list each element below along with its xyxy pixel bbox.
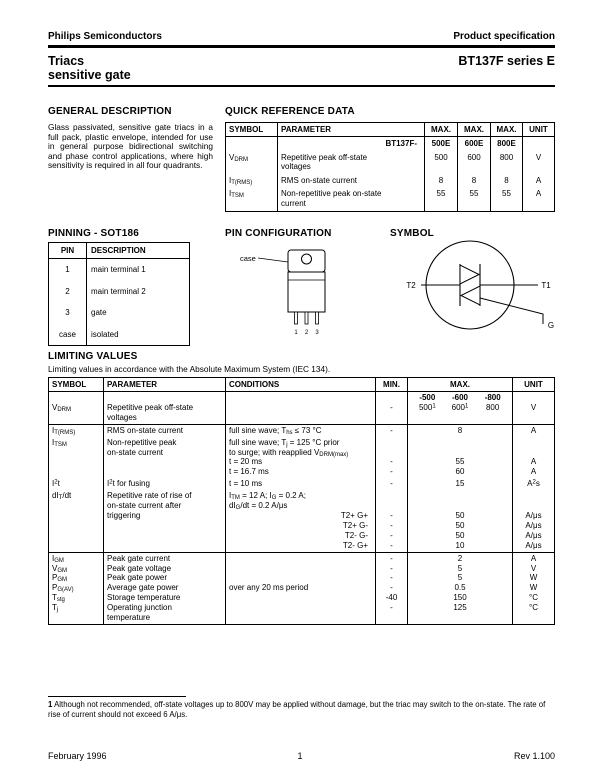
- title-block: [48, 54, 131, 82]
- cell-conditions: [226, 553, 376, 624]
- mounting-hole: [302, 254, 312, 264]
- cell-max: [408, 437, 513, 479]
- table-line: over any 20 ms period: [229, 583, 309, 593]
- pinning-table: [48, 242, 190, 346]
- cell-parameter: [104, 490, 226, 551]
- lv-row: [49, 553, 554, 624]
- col-header-unit: UNIT: [529, 125, 548, 134]
- cell-pin: [49, 259, 87, 281]
- table-line: Peak gate power: [107, 573, 168, 583]
- table-line: A/μs: [525, 540, 542, 550]
- cell-m1: [425, 151, 458, 174]
- table-line: 1: [65, 265, 70, 274]
- lv-row: [49, 425, 554, 437]
- table-line: 125: [453, 603, 467, 613]
- table-line: on-state current after: [107, 501, 182, 511]
- table-line: 600E: [464, 139, 484, 148]
- symbol-heading: SYMBOL: [390, 228, 434, 239]
- col-header-pin: PIN: [49, 243, 87, 258]
- cell-parameter: [104, 425, 226, 437]
- table-line: T2- G-: [344, 530, 368, 540]
- table-line: [411, 491, 509, 501]
- table-line: -: [390, 520, 393, 530]
- cell-description: [87, 324, 189, 346]
- table-line: 2: [457, 553, 463, 563]
- general-description-heading: GENERAL DESCRIPTION: [48, 106, 172, 117]
- cell-max: [408, 392, 513, 424]
- cell-parameter: [278, 137, 425, 151]
- table-line: °C: [529, 603, 538, 613]
- cell-m3: [491, 174, 523, 188]
- table-line: 500E: [431, 139, 451, 148]
- table-line: 800E: [497, 139, 516, 148]
- title-rule: [48, 85, 555, 87]
- cell-min: [376, 478, 408, 490]
- qrd-row: [226, 187, 554, 210]
- table-line: Repetitive peak off-state: [281, 152, 368, 162]
- header-spec-type: Product specification: [453, 31, 555, 42]
- table-line: on-state current: [107, 447, 164, 457]
- cell-symbol: [49, 490, 104, 551]
- table-line: 15: [455, 479, 465, 489]
- table-line: voltages: [107, 412, 137, 422]
- table-line: Repetitive rate of rise of: [107, 491, 192, 501]
- cell-m1: [425, 187, 458, 210]
- qrd-row: [226, 137, 554, 151]
- table-line: Storage temperature: [107, 593, 181, 603]
- table-line: -: [390, 479, 393, 489]
- cell-symbol: [49, 478, 104, 490]
- table-line: 50: [455, 520, 465, 530]
- table-line: V: [530, 563, 537, 573]
- cell-unit: [523, 151, 554, 174]
- gate-lead: [480, 298, 543, 324]
- table-line: T2+ G+: [340, 510, 368, 520]
- table-line: T2- G+: [342, 540, 368, 550]
- table-line: 8: [471, 175, 477, 185]
- table-line: temperature: [107, 613, 151, 623]
- pinning-body: [49, 259, 189, 345]
- table-line: [52, 393, 100, 403]
- table-line: [516, 448, 551, 458]
- cell-m2: [458, 151, 491, 174]
- cell-pin: [49, 324, 87, 346]
- col-header-parameter: PARAMETER: [278, 123, 425, 136]
- table-line: -: [390, 573, 393, 583]
- table-line: t = 20 ms: [229, 457, 263, 467]
- table-line: A/μs: [525, 520, 542, 530]
- table-line: [411, 448, 509, 458]
- table-line: to surge; with reapplied $V_{DRM(max)}$: [229, 447, 349, 458]
- cell-description: [87, 302, 189, 324]
- table-line: [411, 501, 509, 511]
- table-line: isolated: [91, 329, 119, 339]
- cell-m3: [491, 187, 523, 210]
- table-line: [229, 554, 372, 564]
- limiting-values-heading: LIMITING VALUES: [48, 351, 138, 362]
- col-header-parameter: PARAMETER: [104, 378, 226, 391]
- cell-parameter: [278, 174, 425, 188]
- cell-symbol: [226, 137, 278, 151]
- qrd-row: [226, 151, 554, 174]
- cell-pin: [49, 302, 87, 324]
- table-line: Peak gate voltage: [107, 563, 172, 573]
- table-line: $V_{DRM}$: [52, 402, 72, 413]
- cell-m1: [425, 174, 458, 188]
- table-line: 3: [65, 308, 70, 318]
- t1-label: T1: [541, 281, 551, 290]
- qrd-body: [226, 137, 554, 211]
- lv-row: [49, 392, 554, 424]
- table-line: 55: [502, 189, 511, 199]
- cell-symbol: [49, 437, 104, 479]
- pinning-row: [49, 302, 189, 324]
- table-line: $P_{G(AV)}$: [52, 583, 74, 594]
- col-header-conditions: CONDITIONS: [226, 378, 376, 391]
- upper-triangle: [460, 265, 479, 284]
- col-header-m3: MAX.: [491, 123, 523, 136]
- table-line: -: [390, 457, 393, 467]
- table-line: Non-repetitive peak on-state: [281, 189, 382, 199]
- cell-parameter: [104, 553, 226, 624]
- cell-m3: [491, 151, 523, 174]
- table-line: 500: [434, 152, 448, 162]
- table-line: 150: [453, 593, 467, 603]
- table-line: -: [390, 425, 393, 435]
- lv-row: [49, 478, 554, 490]
- cell-min: [376, 553, 408, 624]
- cell-unit: [513, 490, 554, 551]
- table-line: $I_{TSM}$: [52, 437, 67, 448]
- cell-unit: [523, 187, 554, 210]
- table-line: [526, 139, 551, 149]
- cell-symbol: [226, 151, 278, 174]
- table-line: [107, 393, 222, 403]
- cell-max: [408, 425, 513, 437]
- table-line: voltages: [281, 162, 311, 172]
- table-line: [516, 501, 551, 511]
- table-line: 10: [455, 540, 465, 550]
- table-line: -: [390, 563, 393, 573]
- footnote-text: Although not recommended, off-state voltages up to 800V may be applied without damage, but the triac may switch to the on-state. The rate of rise of current should not exceed 6 A/μs.: [48, 700, 546, 719]
- case-label: case: [240, 254, 256, 263]
- table-line: $dI_T/dt$: [52, 491, 72, 502]
- lv-group: [49, 553, 554, 624]
- cell-parameter: [104, 437, 226, 479]
- table-line: RMS on-state current: [107, 425, 184, 435]
- table-line: [379, 501, 404, 511]
- cell-m2: [458, 187, 491, 210]
- pin-number-1: 1: [294, 330, 298, 336]
- table-line: 8: [457, 425, 463, 435]
- col-header-max: MAX.: [408, 378, 513, 391]
- table-line: Repetitive peak off-state: [107, 402, 194, 412]
- table-line: $I^2t$: [52, 479, 60, 489]
- table-line: W: [529, 583, 538, 593]
- case-pointer-line: [258, 258, 288, 262]
- table-line: $500^1$ $600^1$ 800: [418, 402, 500, 412]
- triac-symbol-drawing: [393, 238, 558, 338]
- quick-reference-heading: QUICK REFERENCE DATA: [225, 106, 355, 117]
- cell-unit: [523, 174, 554, 188]
- table-line: 55: [469, 189, 479, 199]
- table-header-row: [49, 243, 189, 259]
- pin-lead-1: [295, 312, 298, 324]
- cell-parameter: [278, 151, 425, 174]
- pin-number-3: 3: [315, 330, 319, 336]
- table-line: $I_{TM} = 12$ A; $I_G = 0.2$ A;: [229, 491, 306, 502]
- cell-conditions: [226, 437, 376, 479]
- table-line: Non-repetitive peak: [107, 437, 177, 447]
- footnote: [48, 700, 555, 719]
- cell-conditions: [226, 478, 376, 490]
- limiting-values-table: [48, 377, 555, 625]
- table-line: A: [535, 175, 542, 185]
- cell-unit: [513, 392, 554, 424]
- table-line: A: [530, 553, 537, 563]
- footer-revision: Rev 1.100: [513, 751, 555, 761]
- footer-page-number: 1: [297, 751, 303, 761]
- table-line: 5: [457, 563, 463, 573]
- table-line: -: [390, 402, 393, 412]
- part-number: BT137F series E: [458, 54, 555, 68]
- pinning-heading: PINNING - SOT186: [48, 228, 139, 239]
- pin-number-2: 2: [304, 330, 309, 336]
- cell-parameter: [104, 478, 226, 490]
- table-line: A: [530, 457, 537, 467]
- table-line: 50: [455, 530, 465, 540]
- cell-pin: [49, 281, 87, 303]
- table-line: V: [530, 402, 537, 412]
- table-line: $I_{T(RMS)}$: [52, 425, 76, 436]
- table-line: A: [530, 467, 537, 477]
- header-rule: [48, 45, 555, 48]
- table-line: $I_{T(RMS)}$: [229, 175, 253, 186]
- col-header-m1: MAX.: [425, 123, 458, 136]
- qrd-row: [226, 174, 554, 188]
- footnote-marker: 1: [48, 700, 53, 709]
- pinning-row: [49, 259, 189, 281]
- table-line: $V_{GM}$: [52, 563, 68, 574]
- lv-row: [49, 490, 554, 551]
- pinning-row: [49, 281, 189, 303]
- table-line: t = 10 ms: [229, 479, 263, 489]
- cell-m3: [491, 137, 523, 151]
- table-line: -: [390, 510, 393, 520]
- table-line: [379, 491, 404, 501]
- table-line: full sine wave; $T_j = 125$ °C prior: [229, 437, 340, 448]
- table-line: 5: [457, 573, 463, 583]
- cell-max: [408, 553, 513, 624]
- table-line: triggering: [107, 510, 141, 520]
- table-line: V: [535, 152, 542, 162]
- table-line: $I_{GM}$: [52, 553, 64, 564]
- table-line: 60: [455, 467, 465, 477]
- col-header-description: DESCRIPTION: [91, 246, 146, 255]
- table-line: case: [59, 329, 76, 339]
- table-line: [516, 438, 551, 448]
- pin-lead-2: [305, 312, 308, 324]
- table-line: 600: [467, 152, 481, 162]
- table-line: [379, 393, 404, 403]
- table-line: A/μs: [525, 510, 542, 520]
- cell-conditions: [226, 392, 376, 424]
- table-line: Average gate power: [107, 583, 179, 593]
- cell-min: [376, 490, 408, 551]
- cell-description: [87, 281, 189, 303]
- table-line: -500 -600 -800: [419, 393, 501, 402]
- g-label: G: [547, 321, 555, 330]
- cell-symbol: [226, 174, 278, 188]
- cell-min: [376, 425, 408, 437]
- table-line: °C: [529, 593, 538, 603]
- table-line: t = 16.7 ms: [229, 467, 269, 477]
- footnote-rule: [48, 696, 186, 697]
- cell-min: [376, 392, 408, 424]
- quick-reference-table: [225, 122, 555, 212]
- lower-triangle: [461, 286, 480, 305]
- table-line: $dI_G/dt = 0.2$ A/μs: [229, 501, 288, 512]
- table-line: RMS on-state current: [281, 175, 358, 185]
- lv-row: [49, 437, 554, 479]
- table-line: $A^2s$: [527, 479, 540, 489]
- pin-configuration-heading: PIN CONFIGURATION: [225, 228, 332, 239]
- cell-max: [408, 490, 513, 551]
- col-header-symbol: SYMBOL: [49, 378, 104, 391]
- cell-unit: [513, 553, 554, 624]
- cell-max: [408, 478, 513, 490]
- cell-conditions: [226, 490, 376, 551]
- footer-date: February 1996: [48, 751, 107, 761]
- table-line: -: [390, 553, 393, 563]
- table-line: A: [530, 425, 537, 435]
- cell-unit: [513, 437, 554, 479]
- table-line: [379, 438, 404, 448]
- table-line: [229, 573, 372, 583]
- cell-min: [376, 437, 408, 479]
- table-line: $V_{DRM}$: [229, 152, 249, 163]
- table-line: [516, 393, 551, 403]
- cell-symbol: [49, 553, 104, 624]
- table-line: 800: [499, 152, 514, 162]
- cell-m2: [458, 137, 491, 151]
- table-line: 0.5: [454, 583, 466, 593]
- table-line: 2: [65, 286, 70, 296]
- pin-lead-3: [316, 312, 319, 324]
- cell-parameter: [278, 187, 425, 210]
- table-line: $T_j$: [52, 603, 59, 614]
- table-line: $T_{stg}$: [52, 593, 65, 604]
- cell-m1: [425, 137, 458, 151]
- table-line: -: [390, 540, 393, 550]
- general-description-body: Glass passivated, sensitive gate triacs in a full pack, plastic envelope, intended for use in general purpose bidirectional switching and phase control applications, where high sensitivity is required in all four quadrants.: [48, 122, 213, 171]
- col-header-min: MIN.: [376, 378, 408, 391]
- table-line: Peak gate current: [107, 553, 171, 563]
- col-header-symbol: SYMBOL: [226, 123, 278, 136]
- table-line: [411, 438, 509, 448]
- table-line: 8: [438, 175, 444, 185]
- table-line: $I^2t$ for fusing: [107, 479, 150, 489]
- table-line: -: [390, 583, 393, 593]
- cell-unit: [513, 478, 554, 490]
- header-company: Philips Semiconductors: [48, 31, 162, 42]
- table-line: 50: [455, 510, 465, 520]
- table-line: A: [535, 189, 542, 199]
- table-line: full sine wave; $T_{hs} \le 73$ °C: [229, 425, 322, 436]
- table-line: BT137F-: [385, 139, 417, 148]
- cell-symbol: [49, 425, 104, 437]
- table-line: $P_{GM}$: [52, 573, 68, 584]
- table-line: W: [529, 573, 538, 583]
- pinning-row: [49, 324, 189, 346]
- table-line: $I_{TSM}$: [229, 189, 244, 200]
- cell-conditions: [226, 425, 376, 437]
- table-line: 55: [436, 189, 446, 199]
- table-line: [516, 491, 551, 501]
- col-header-unit: UNIT: [524, 380, 543, 389]
- table-header-row: [226, 123, 554, 137]
- table-line: -: [390, 603, 393, 613]
- cell-m2: [458, 174, 491, 188]
- limiting-values-intro: Limiting values in accordance with the Absolute Maximum System (IEC 134).: [48, 364, 331, 374]
- table-line: T2+ G-: [342, 520, 368, 530]
- table-line: -40: [385, 593, 398, 603]
- table-line: 8: [504, 175, 509, 185]
- table-line: current: [281, 198, 306, 208]
- lv-group: [49, 425, 554, 553]
- cell-symbol: [49, 392, 104, 424]
- t2-label: T2: [406, 281, 416, 290]
- col-header-m2: MAX.: [458, 123, 491, 136]
- table-line: main terminal 1: [91, 265, 146, 274]
- table-line: [229, 564, 372, 574]
- table-line: [229, 139, 274, 149]
- table-line: -: [390, 530, 393, 540]
- table-header-row: [49, 378, 554, 392]
- table-line: gate: [91, 308, 107, 318]
- table-line: main terminal 2: [91, 286, 146, 296]
- package-body: [288, 272, 325, 312]
- cell-parameter: [104, 392, 226, 424]
- page-title-line1: Triacs: [48, 54, 85, 68]
- page-title-line2: sensitive gate: [48, 68, 131, 82]
- table-line: 55: [455, 457, 465, 467]
- cell-symbol: [226, 187, 278, 210]
- cell-unit: [513, 425, 554, 437]
- table-line: -: [390, 467, 393, 477]
- table-line: A/μs: [525, 530, 542, 540]
- table-line: [379, 448, 404, 458]
- lv-group: [49, 392, 554, 425]
- table-line: Operating junction: [107, 603, 172, 613]
- cell-unit: [523, 137, 554, 151]
- cell-description: [87, 259, 189, 281]
- package-drawing: [228, 244, 343, 339]
